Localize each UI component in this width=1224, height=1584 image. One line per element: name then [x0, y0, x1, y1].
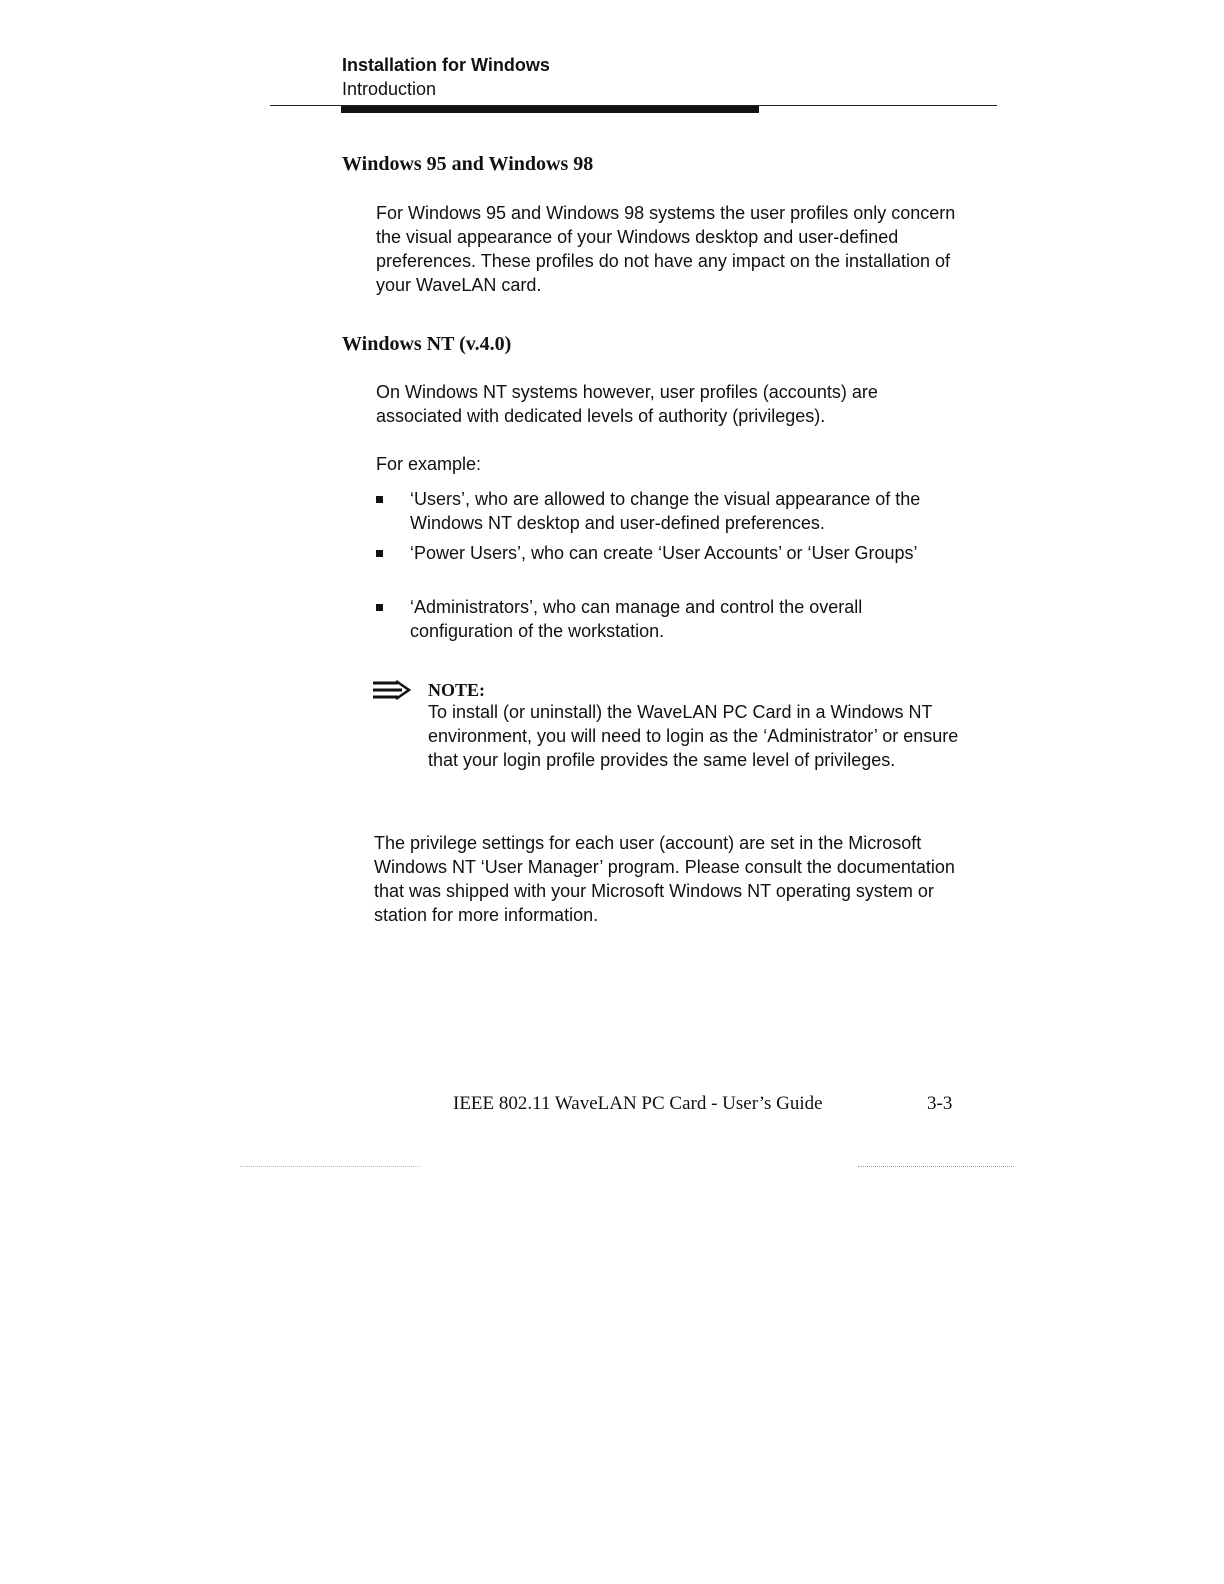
heading-windows-nt: Windows NT (v.4.0): [342, 333, 512, 355]
paragraph-for-example: For example:: [376, 454, 482, 474]
arrow-right-icon: [372, 679, 412, 701]
heading-windows-95-98: Windows 95 and Windows 98: [342, 153, 594, 175]
footer-page-number: 3-3: [927, 1093, 953, 1114]
square-bullet-icon: [376, 496, 383, 503]
scan-edge-artifact: [858, 1166, 1014, 1168]
footer-document-title: IEEE 802.11 WaveLAN PC Card - User’s Guide: [453, 1093, 823, 1114]
square-bullet-icon: [376, 604, 383, 611]
paragraph-windows-nt: On Windows NT systems however, user profiles (accounts) are associated with dedicated levels of authority (privileges).: [376, 382, 878, 426]
square-bullet-icon: [376, 550, 383, 557]
header-rule-thick: [341, 106, 759, 113]
running-header-section: Introduction: [342, 79, 437, 99]
paragraph-user-manager: The privilege settings for each user (account) are set in the Microsoft Windows NT ‘User Manager’ program. Please consult the documentation that was shipped with your Microsoft Windows NT operating system or station for more information.: [374, 833, 955, 925]
note-label: NOTE:: [428, 680, 486, 700]
list-item-text: ‘Users’, who are allowed to change the visual appearance of the Windows NT desktop and user-defined preferences.: [410, 489, 921, 533]
paragraph-windows-95-98: For Windows 95 and Windows 98 systems the user profiles only concern the visual appearance of your Windows desktop and user-defined preferences. These profiles do not have any impact on the installation of your WaveLAN card.: [376, 203, 956, 295]
running-header-chapter: Installation for Windows: [342, 55, 550, 75]
list-item-text: ‘Power Users’, who can create ‘User Accounts’ or ‘User Groups’: [410, 543, 918, 563]
list-item-text: ‘Administrators’, who can manage and control the overall configuration of the workstation.: [410, 597, 863, 641]
scan-edge-artifact: [240, 1166, 420, 1168]
note-text: To install (or uninstall) the WaveLAN PC Card in a Windows NT environment, you will need to login as the ‘Administrator’ or ensure that your login profile provides the same level of privileges.: [428, 702, 959, 770]
